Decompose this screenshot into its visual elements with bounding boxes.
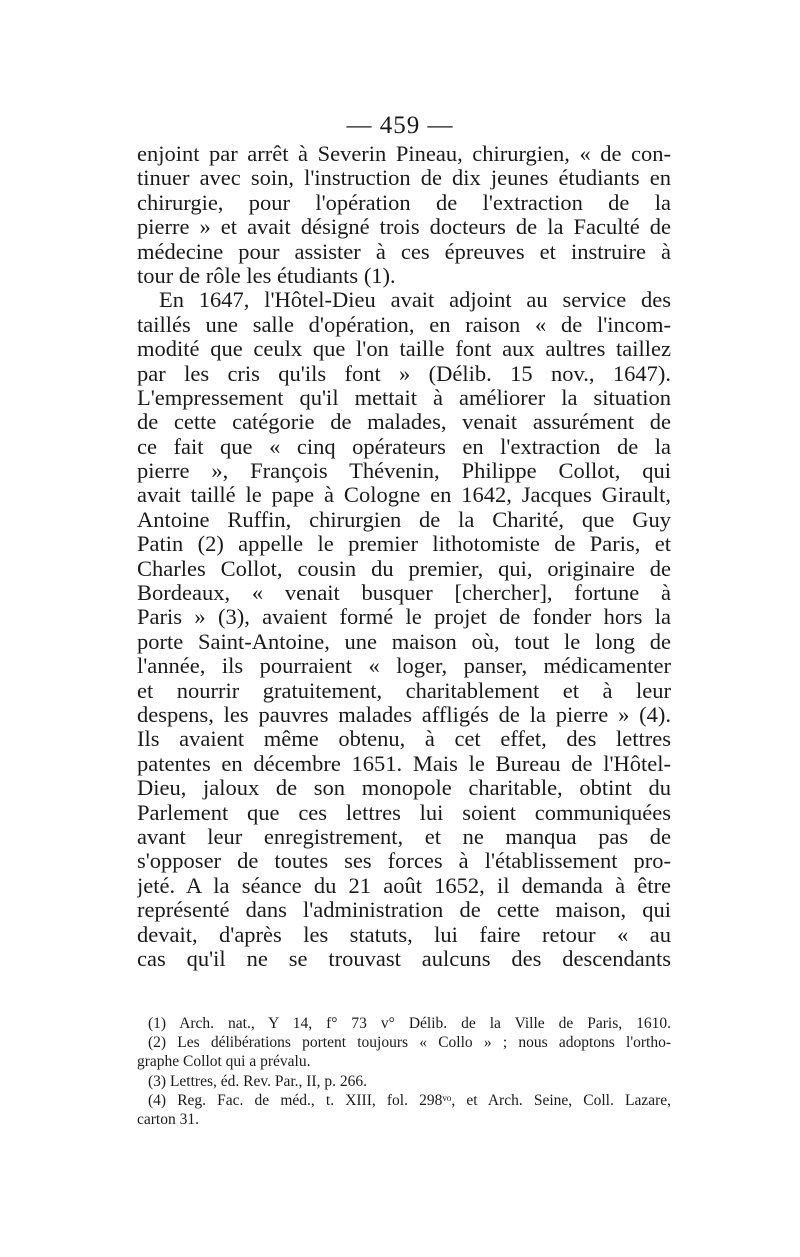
text-line: cas qu'il ne se trouvast aulcuns des descendants <box>137 946 671 971</box>
footnote-line: (4) Reg. Fac. de méd., t. XIII, fol. 298ᵛᵒ, et Arch. Seine, Coll. Lazare, <box>148 1091 671 1109</box>
text-line: Charles Collot, cousin du premier, qui, originaire de <box>137 556 671 581</box>
text-line: taillés une salle d'opération, en raison « de l'incom- <box>137 312 671 337</box>
text-line: avant leur enregistrement, et ne manqua pas de <box>137 824 671 849</box>
text-line: Patin (2) appelle le premier lithotomiste de Paris, et <box>137 532 671 557</box>
text-line: médecine pour assister à ces épreuves et instruire à <box>137 239 671 264</box>
text-line: jeté. A la séance du 21 août 1652, il demanda à être <box>137 873 671 898</box>
footnote-line: (3) Lettres, éd. Rev. Par., II, p. 266. <box>148 1072 367 1090</box>
text-line: et nourrir gratuitement, charitablement et à leur <box>137 678 671 703</box>
text-line: pierre », François Thévenin, Philippe Collot, qui <box>137 459 671 484</box>
text-line: de cette catégorie de malades, venait assurément de <box>137 410 671 435</box>
text-line: patentes en décembre 1651. Mais le Bureau de l'Hôtel- <box>137 751 671 776</box>
text-line: Antoine Ruffin, chirurgien de la Charité, que Guy <box>137 507 671 532</box>
text-line: pierre » et avait désigné trois docteurs de la Faculté de <box>137 215 671 240</box>
text-line: avait taillé le pape à Cologne en 1642, Jacques Girault, <box>137 483 671 508</box>
text-line: En 1647, l'Hôtel-Dieu avait adjoint au service des <box>159 288 671 313</box>
text-line: enjoint par arrêt à Severin Pineau, chirurgien, « de con- <box>137 142 671 166</box>
text-line: Parlement que ces lettres lui soient communiquées <box>137 800 671 825</box>
text-line: modité que ceulx que l'on taille font aux aultres taillez <box>137 337 671 362</box>
text-line: tour de rôle les étudiants (1). <box>137 263 396 288</box>
text-line: représenté dans l'administration de cette maison, qui <box>137 898 671 923</box>
text-line: L'empressement qu'il mettait à améliorer la situation <box>137 385 671 410</box>
text-line: Ils avaient même obtenu, à cet effet, des lettres <box>137 727 671 752</box>
body-text <box>137 142 671 971</box>
text-line: Bordeaux, « venait busquer [chercher], fortune à <box>137 581 671 606</box>
text-line: devait, d'après les statuts, lui faire retour « au <box>137 922 671 947</box>
footnote-line: carton 31. <box>137 1110 199 1128</box>
text-line: tinuer avec soin, l'instruction de dix jeunes étudiants en <box>137 166 671 191</box>
text-line: chirurgie, pour l'opération de l'extraction de la <box>137 190 671 215</box>
text-line: l'année, ils pourraient « loger, panser, médicamenter <box>137 654 671 679</box>
text-line: porte Saint-Antoine, une maison où, tout le long de <box>137 629 671 654</box>
text-line: despens, les pauvres malades affligés de la pierre » (4). <box>137 702 671 727</box>
footnote-line: (1) Arch. nat., Y 14, f° 73 v° Délib. de la Ville de Paris, 1610. <box>148 1015 671 1032</box>
text-line: Dieu, jaloux de son monopole charitable, obtint du <box>137 776 671 801</box>
text-line: s'opposer de toutes ses forces à l'établissement pro- <box>137 849 671 874</box>
page-number: — 459 — <box>346 112 454 139</box>
footnote-line: graphe Collot qui a prévalu. <box>137 1053 311 1071</box>
footnotes <box>137 1014 671 1129</box>
text-line: par les cris qu'ils font » (Délib. 15 nov., 1647). <box>137 361 671 386</box>
text-line: Paris » (3), avaient formé le projet de fonder hors la <box>137 605 671 630</box>
text-line: ce fait que « cinq opérateurs en l'extraction de la <box>137 434 671 459</box>
footnote-line: (2) Les délibérations portent toujours « Collo » ; nous adoptons l'ortho- <box>148 1034 671 1052</box>
